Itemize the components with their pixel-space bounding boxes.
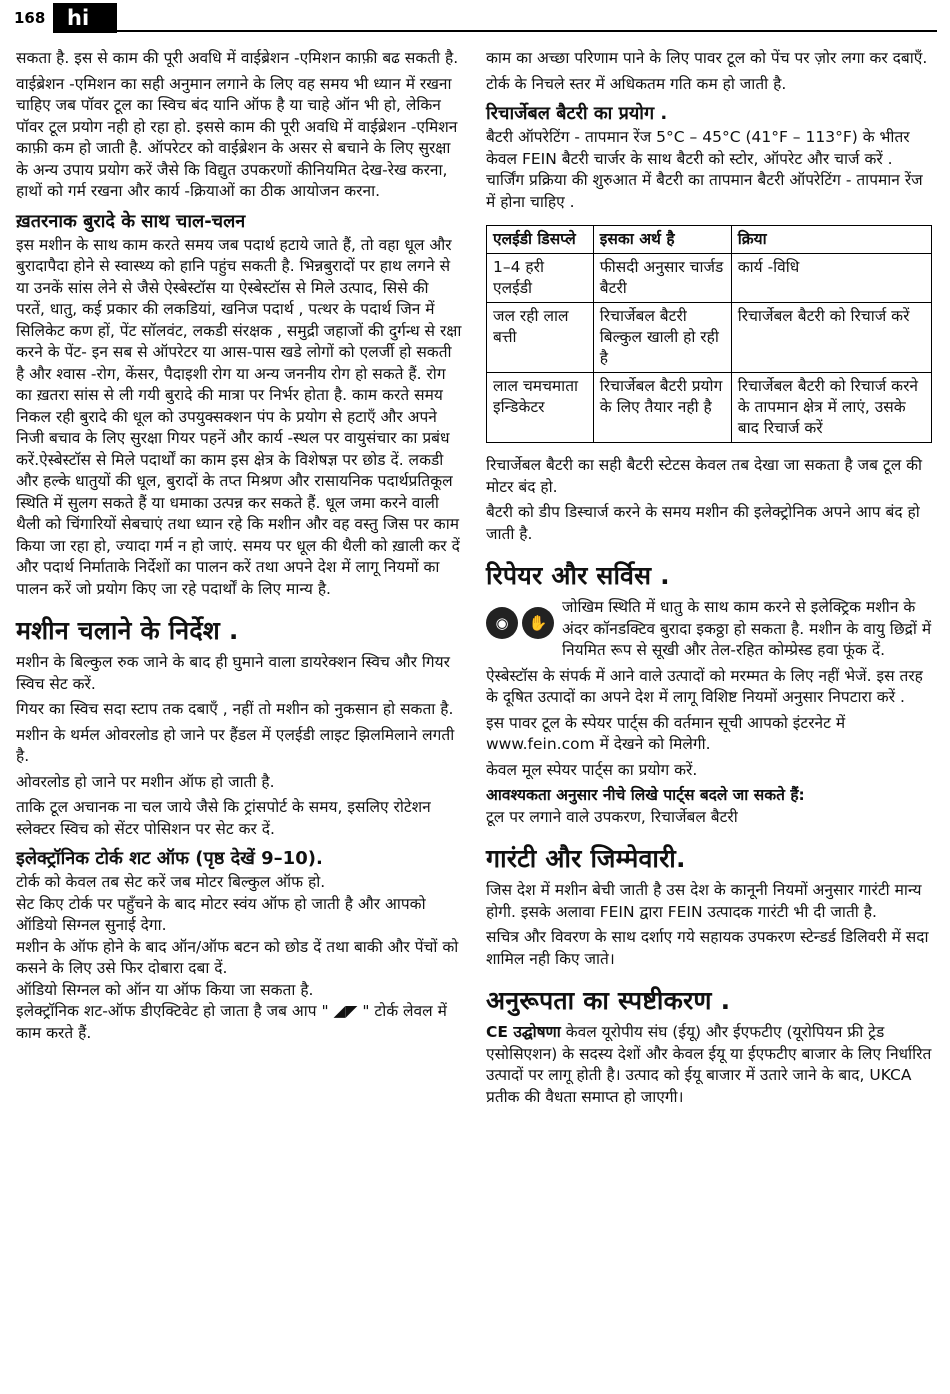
table-cell: रिचार्जेबल बैटरी बिल्कुल खाली हो रही है (593, 303, 731, 373)
speed-para: टोर्क के निचले स्तर में अधिकतम गति कम हो जाती है. (486, 74, 787, 93)
battery-heading: रिचार्जेबल बैटरी का प्रयोग . (486, 103, 668, 124)
page-header (0, 0, 950, 40)
parts-heading: आवश्यकता अनुसार नीचे लिखे पार्ट्स बदले जा सकते हैं: (486, 786, 805, 804)
table-header-row (487, 226, 932, 254)
torque-heading: इलेक्ट्रॉनिक टोर्क शट ऑफ (पृष्ठ देखें 9–10). (16, 848, 323, 869)
dust-heading: ख़तरनाक बुरादे के साथ चाल-चलन (16, 210, 246, 232)
operating-para-2: गियर का स्विच सदा स्टाप तक दबाएँ , नहीं तो मशीन को नुकसान हो सकता है. (16, 700, 454, 718)
table-cell: कार्य -विधि (731, 254, 931, 303)
warranty-para-2: सचित्र और विवरण के साथ दर्शाए गये सहायक उपकरण स्टेन्डर्ड डिलिवरी में सदा शामिल नही किए जाते। (486, 928, 929, 968)
operating-para-3: मशीन के थर्मल ओवरलोड हो जाने पर हैंडल में एलईडी लाइट झिलमिलाने लगती है. (16, 725, 455, 765)
conformity-body: केवल यूरोपीय संघ (ईयू) और ईएफटीए (यूरोपियन फ्री ट्रेड एसोसिएशन) के सदस्य देशों और केवल ईयू या ईएफटीए बाजार के लिए निर्धारित उत्पादों पर लागू होती है। उत्पाद को ईयू बाजार में उतारे जाने के बाद, UKCA प्रतीक की वैधता समाप्त हो जाएगी। (486, 1023, 932, 1106)
torque-para-5: इलेक्ट्रॉनिक शट-ऑफ डीएक्टिवेट हो जाता है जब आप " ◢◤ " टोर्क लेवल में काम करते हैं. (16, 1002, 447, 1042)
vibration-para-2: वाईब्रेशन -एमिशन का सही अनुमान लगाने के लिए वह समय भी ध्यान में रखना चाहिए जब पॉवर टूल का स्विच बंद यानि ऑफ है या चाहे ऑन भी हो, लेकिन पॉवर टूल प्रयोग नही हो रहा हो. इससे काम की पूरी अवधि में वाईब्रेशन -एमिशन काफ़ी कम हो जाती है. ऑपरेटर को वाईब्रेशन के असर से बचाने के लिए सुरक्षा के अन्य उपाय प्रयोग करें जैसे कि विद्युत उपकरणों कीनियमित देख-रेख करना, हाथों को गर्म रखना और कार्य -क्रियाओं का ठीक आयोजन करना. (16, 74, 458, 200)
table-row (487, 373, 932, 443)
operating-para-5: ताकि टूल अचानक ना चल जाये जैसे कि ट्रांसपोर्ट के समय, इसलिए रोटेशन स्लेक्टर स्विच को सेंटर पोसिशन पर सेट कर दें. (16, 798, 431, 838)
operating-para-1: मशीन के बिल्कुल रुक जाने के बाद ही घुमाने वाला डायरेक्शन स्विच और गियर स्विच सेट करें. (16, 653, 450, 693)
repair-warning-text: जोखिम स्थिति में धातु के साथ काम करने से इलेक्ट्रिक मशीन के अंदर कॉनडक्टिव बुरादा इकठ्ठा हो सकता है. मशीन के वायु छिद्रों में नियमित रूप से सूखी और तेल-रहित कोम्प्रेस्ड हवा फूंक दें. (562, 598, 932, 659)
table-header-cell: एलईडी डिसप्ले (487, 226, 594, 254)
right-column (486, 48, 932, 1112)
table-header-cell: क्रिया (731, 226, 931, 254)
page-number: 168 (14, 9, 46, 27)
conformity-heading: अनुरूपता का स्पष्टीकरण . (486, 986, 731, 1015)
press-para: काम का अच्छा परिणाम पाने के लिए पावर टूल को पेंच पर ज़ोर लगा कर दबाएँ. (486, 49, 928, 67)
table-header-cell: इसका अर्थ है (593, 226, 731, 254)
left-column (16, 48, 462, 1048)
table-cell: रिचार्जेबल बैटरी प्रयोग के लिए तैयार नही है (593, 373, 731, 443)
table-row (487, 254, 932, 303)
led-status-table (486, 225, 932, 443)
parts-text: टूल पर लगाने वाले उपकरण, रिचार्जेबल बैटरी (486, 807, 738, 826)
operating-heading: मशीन चलाने के निर्देश . (16, 616, 239, 645)
table-cell: रिचार्जेबल बैटरी को रिचार्ज करें (731, 303, 931, 373)
warranty-para-1: जिस देश में मशीन बेची जाती है उस देश के कानूनी नियमों अनुसार गारंटी मान्य होगी. इसके अलावा FEIN द्वारा FEIN उत्पादक गारंटी भी दी जाती है. (486, 881, 922, 921)
torque-para-1: टोर्क को केवल तब सेट करें जब मोटर बिल्कुल ऑफ हो. (16, 873, 326, 891)
repair-heading: रिपेयर और सर्विस . (486, 561, 670, 590)
deep-discharge-para: बैटरी को डीप डिस्चार्ज करने के समय मशीन की इलेक्ट्रोनिक अपने आप बंद हो जाती है. (486, 503, 920, 543)
torque-para-2: सेट किए टोर्क पर पहुँचने के बाद मोटर स्वंय ऑफ हो जाती है और आपको ऑडियो सिग्नल सुनाई देगा. (16, 894, 426, 934)
eye-protection-icon: ◉ (486, 607, 518, 639)
dust-text: इस मशीन के साथ काम करते समय जब पदार्थ हटाये जाते हैं, तो वहा धूल और बुरादापैदा होने से स्वास्थ्य को हानि पहुंच सकती है. भिन्नबुरादों पर हाथ लगने से या उनकें सांस लेने से जैसे ऐस्बेस्टॉस या ऐस्बेस्टॉस से मिले उत्पाद, सिसे की परतें, धातु, कई प्रकार की लकडियां, खनिज पदार्थ , पत्थर के पदार्थ जिन में सिलिकेट कण हों, पेंट सॉलवंट, लकडी संरक्षक , समुद्री जहाजों की दुर्गन्ध से रक्षा करने के पेंट- इन सब से ऑपरेटर या आस-पास खडे लोगों को एलर्जी हो सकती है और श्वास -रोग, केंसर, पैदाइशी रोग या अन्य जननीय रोग हो सकते हैं. रोग का ख़तरा सांस से ली गयी बुरादे की मात्रा पर निर्भर होता है. काम करते समय निकल रही बुरादे की धूल को उपयुक्सक्शन पंप के प्रयोग से हटाएँ और अपने निजी बचाव के लिए सुरक्षा गियर पहनें और कार्य -स्थल पर वायुसंचार का प्रबंध करें.ऐस्बेस्टॉस से मिले पदार्थों का काम इस क्षेत्र के विशेषज्ञ पर छोड दें. लकडी और हल्के धातुयों की धूल, बुरादों के तप्त मिश्रण और रासायनिक पदार्थप्रतिकूल स्थिति में सुलग सकते हैं या धमाका उत्पन्न कर सकते हैं. धूल जमा करने वाली थैली को चिंगारियों सेबचाएं तथा ध्यान रहे कि मशीन और वह वस्तु जिस पर काम किया जा रहा हो, ज्यादा गर्म न हो जाएं. समय पर धूल की थैली को ख़ाली कर दें और पदार्थ निर्माताके निर्देशों का पालन करें तथा अपने देश में लागू नियमों का पालन करें जो प्रयोग किए जा रहे पदार्थों के लिए मान्य है. (16, 235, 462, 598)
glove-icon: ✋ (522, 607, 554, 639)
warranty-heading: गारंटी और जिम्मेवारी. (486, 844, 686, 873)
header-rule (117, 30, 937, 32)
repair-para-2: इस पावर टूल के स्पेयर पार्ट्स की वर्तमान सूची आपको इंटरनेट में www.fein.com में देखने को मिलेगी. (486, 713, 846, 753)
torque-para-4: ऑडियो सिग्नल को ऑन या ऑफ किया जा सकता है. (16, 980, 314, 999)
table-cell: लाल चमचमाता इन्डिकेटर (487, 373, 594, 443)
table-cell: 1–4 हरी एलईडी (487, 254, 594, 303)
table-cell: जल रही लाल बत्ती (487, 303, 594, 373)
table-row (487, 303, 932, 373)
repair-warning (486, 597, 932, 666)
language-tab: hi (53, 3, 117, 33)
torque-para-3: मशीन के ऑफ होने के बाद ऑन/ऑफ बटन को छोड दें तथा बाकी और पेंचों को कसने के लिए उसे फिर दोबारा दबा दें. (16, 937, 459, 977)
ce-declaration-label: CE उद्घोषणा (486, 1023, 561, 1041)
table-cell: फीसदी अनुसार चार्जड बैटरी (593, 254, 731, 303)
safety-icons (486, 607, 554, 639)
battery-status-para: रिचार्जेबल बैटरी का सही बैटरी स्टेटस केवल तब देखा जा सकता है जब टूल की मोटर बंद हो. (486, 456, 923, 496)
vibration-para-1: सकता है. इस से काम की पूरी अवधि में वाईब्रेशन -एमिशन काफ़ी बढ सकती है. (16, 49, 459, 67)
conformity-text (486, 1022, 932, 1108)
repair-para-3: केवल मूल स्पेयर पार्ट्स का प्रयोग करें. (486, 760, 698, 779)
repair-para-1: ऐस्बेस्टॉस के संपर्क में आने वाले उत्पादों को मरम्मत के लिए नहीं भेजें. इस तरह के दूषित उत्पादों का अपने देश में लागू विशिष्ट नियमों अनुसार निपटारा करें . (486, 666, 923, 706)
operating-para-4: ओवरलोड हो जाने पर मशीन ऑफ हो जाती है. (16, 772, 275, 791)
table-cell: रिचार्जेबल बैटरी को रिचार्ज करने के तापमान क्षेत्र में लाएं, उसके बाद रिचार्ज करें (731, 373, 931, 443)
battery-text: बैटरी ऑपरेटिंग - तापमान रेंज 5°C – 45°C (41°F – 113°F) के भीतर केवल FEIN बैटरी चार्जर के साथ बैटरी को स्टोर, ऑपरेट और चार्ज करें . चार्जिंग प्रक्रिया की शुरुआत में बैटरी का तापमान बैटरी ऑपरेटिंग - तापमान रेंज में होना चाहिए . (486, 128, 923, 211)
